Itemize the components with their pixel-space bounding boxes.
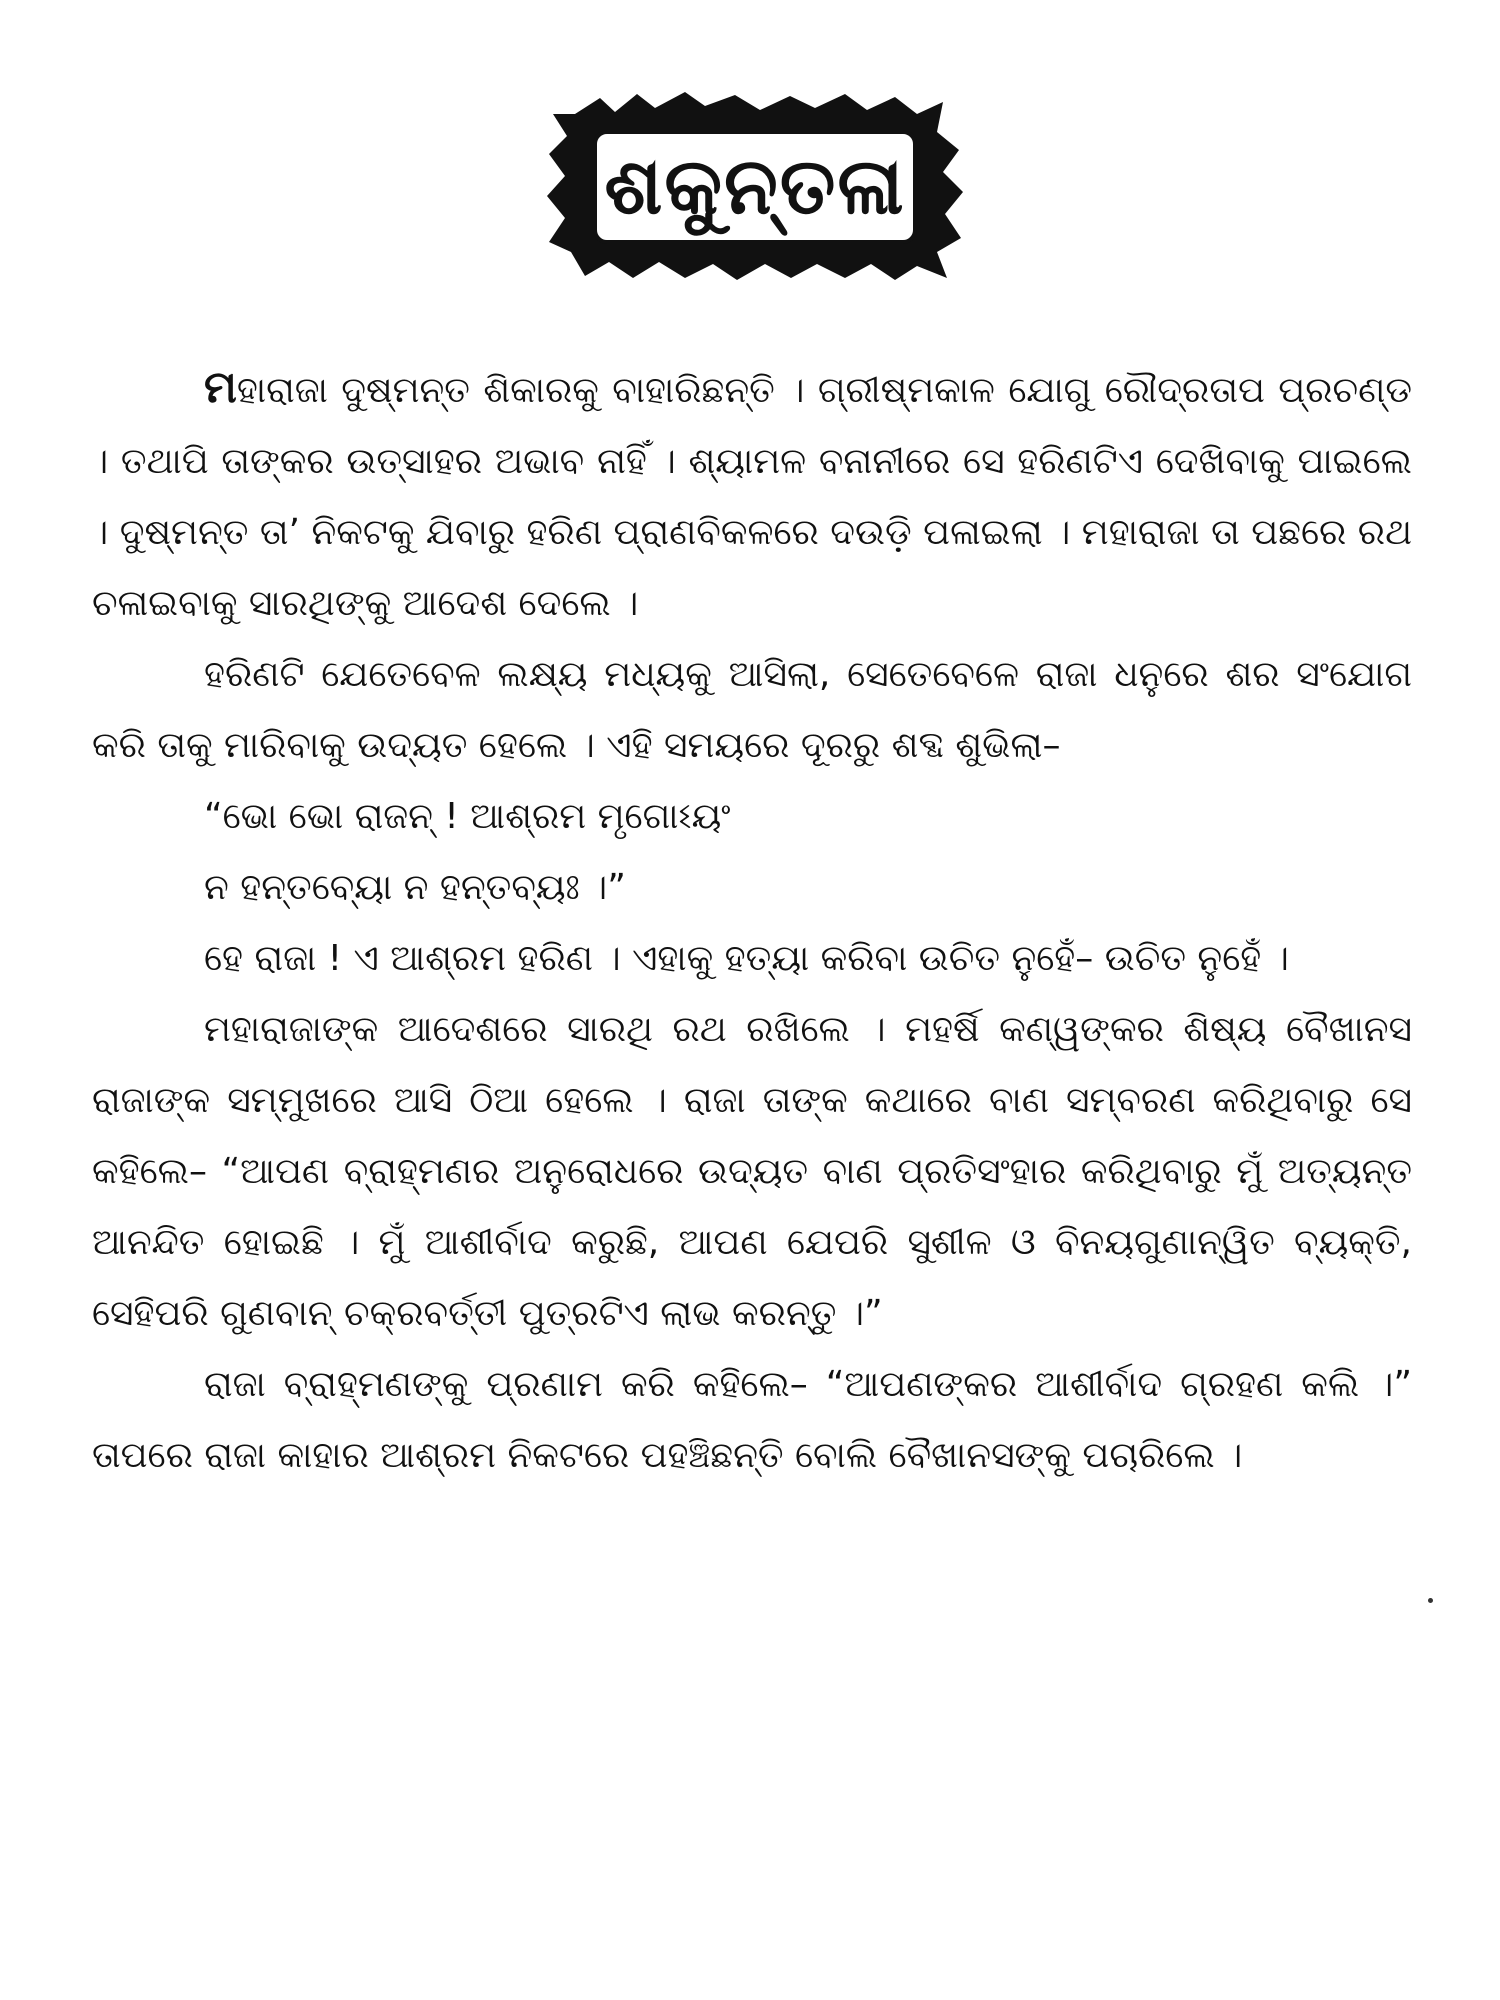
title-banner	[545, 92, 965, 282]
paragraph-5: ରାଜା ବ୍ରାହ୍ମଣଙ୍କୁ ପ୍ରଣାମ କରି କହିଲେ– “ଆପଣଙ୍କର ଆଶୀର୍ବାଦ ଗ୍ରହଣ କଲି ।” ତାପରେ ରାଜା କାହାର ଆଶ୍ରମ ନିକଟରେ ପହଞ୍ଚିଛନ୍ତି ବୋଲି ବୈଖାନସଙ୍କୁ ପଚାରିଲେ ।	[92, 1364, 1412, 1476]
paragraph-1-text: ହାରାଜା ଦୁଷ୍ମନ୍ତ ଶିକାରକୁ ବାହାରିଛନ୍ତି । ଗ୍ରୀଷ୍ମକାଳ ଯୋଗୁ ରୌଦ୍ରତାପ ପ୍ରଚଣ୍ଡ । ତଥାପି ତାଙ୍କର ଉତ୍ସାହର ଅଭାବ ନାହିଁ । ଶ୍ୟାମଳ ବନାନୀରେ ସେ ହରିଣଟିଏ ଦେଖିବାକୁ ପାଇଲେ । ଦୁଷ୍ମନ୍ତ ତା’ ନିକଟକୁ ଯିବାରୁ ହରିଣ ପ୍ରାଣବିକଳରେ ଦଉଡ଼ି ପଳାଇଲା । ମହାରାଜା ତା ପଛରେ ରଥ ଚଳାଇବାକୁ ସାରଥିଙ୍କୁ ଆଦେଶ ଦେଲେ ।	[92, 370, 1412, 624]
paragraph-1	[92, 352, 1412, 639]
story-body	[92, 352, 1412, 1491]
verse-line-2: ନ ହନ୍ତବ୍ୟୋ ନ ହନ୍ତବ୍ୟଃ ।”	[204, 867, 626, 908]
drop-cap: ମ	[204, 362, 237, 413]
page-title: ଶକୁନ୍ତଳା	[604, 142, 906, 232]
paragraph-4: ମହାରାଜାଙ୍କ ଆଦେଶରେ ସାରଥି ରଥ ରଖିଲେ । ମହର୍ଷି କଣ୍ୱଙ୍କର ଶିଷ୍ୟ ବୈଖାନସ ରାଜାଙ୍କ ସମ୍ମୁଖରେ ଆସି ଠିଆ ହେଲେ । ରାଜା ତାଙ୍କ କଥାରେ ବାଣ ସମ୍ବରଣ କରିଥିବାରୁ ସେ କହିଲେ– “ଆପଣ ବ୍ରାହ୍ମଣର ଅନୁରୋଧରେ ଉଦ୍ୟତ ବାଣ ପ୍ରତିସଂହାର କରିଥିବାରୁ ମୁଁ ଅତ୍ୟନ୍ତ ଆନନ୍ଦିତ ହୋଇଛି । ମୁଁ ଆଶୀର୍ବାଦ କରୁଛି, ଆପଣ ଯେପରି ସୁଶୀଳ ଓ ବିନୟଗୁଣାନ୍ୱିତ ବ୍ୟକ୍ତି, ସେହିପରି ଗୁଣବାନ୍ ଚକ୍ରବର୍ତ୍ତୀ ପୁତ୍ରଟିଏ ଲାଭ କରନ୍ତୁ ।”	[92, 1009, 1412, 1334]
verse-line-1: “ଭୋ ଭୋ ରାଜନ୍ ! ଆଶ୍ରମ ମୃଗୋଽୟଂ	[204, 796, 731, 837]
paragraph-3: ହେ ରାଜା ! ଏ ଆଶ୍ରମ ହରିଣ । ଏହାକୁ ହତ୍ୟା କରିବା ଉଚିତ ନୁହେଁ– ଉଚିତ ନୁହେଁ ।	[204, 938, 1289, 979]
paragraph-2: ହରିଣଟି ଯେତେବେଳ ଲକ୍ଷ୍ୟ ମଧ୍ୟକୁ ଆସିଲା, ସେତେବେଳେ ରାଜା ଧନୁରେ ଶର ସଂଯୋଗ କରି ତାକୁ ମାରିବାକୁ ଉଦ୍ୟତ ହେଲେ । ଏହି ସମୟରେ ଦୂରରୁ ଶବ୍ଦ ଶୁଭିଲା–	[92, 654, 1412, 766]
stray-ink-dot	[1428, 1598, 1433, 1603]
title-box	[593, 130, 917, 244]
